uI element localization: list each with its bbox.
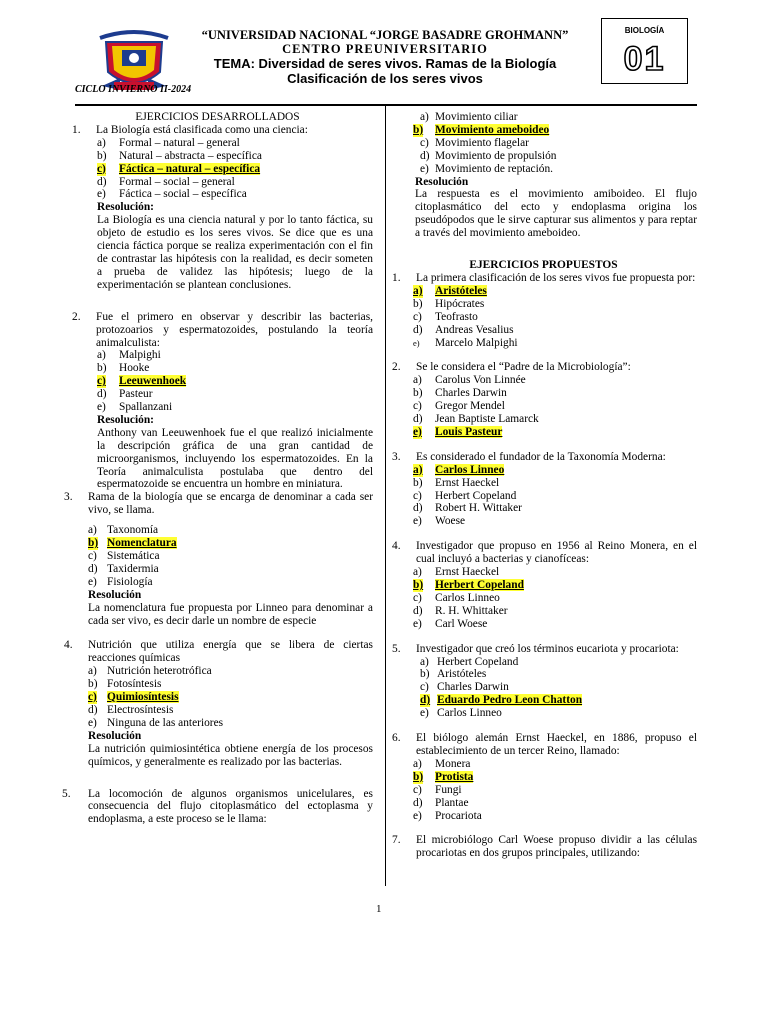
option-text: R. H. Whittaker — [435, 604, 508, 617]
option-b-correct — [390, 771, 697, 784]
option-letter: c) — [413, 591, 422, 604]
option-d — [390, 605, 697, 618]
option-text: Movimiento de propulsión — [435, 149, 557, 162]
option-c — [62, 550, 373, 563]
option-b — [390, 668, 697, 681]
option-text: Movimiento flagelar — [435, 136, 529, 149]
question-number: 7. — [392, 834, 401, 847]
option-a — [390, 758, 697, 771]
option-letter: d) — [420, 694, 431, 707]
question-number: 3. — [64, 491, 73, 504]
option-a — [62, 665, 373, 678]
question-text: La Biología está clasificada como una ciencia: — [96, 123, 308, 136]
option-text: Spallanzani — [119, 401, 173, 414]
option-text: Charles Darwin — [437, 681, 509, 694]
option-letter: e) — [413, 425, 422, 438]
option-text: Herbert Copeland — [435, 489, 517, 502]
option-letter: d) — [88, 562, 98, 575]
option-text: Aristóteles — [435, 284, 487, 297]
cycle-label: CICLO INVIERNO II-2024 — [75, 84, 192, 95]
option-letter: d) — [97, 388, 107, 401]
option-d — [62, 563, 373, 576]
option-letter: d) — [413, 323, 423, 336]
question-text: El biólogo alemán Ernst Haeckel, en 1886, propuso el establecimiento de un tercer Reino, llamado: — [416, 732, 697, 757]
option-text: Gregor Mendel — [435, 400, 505, 413]
option-a — [390, 374, 697, 387]
question-number: 6. — [392, 732, 401, 745]
option-c — [390, 784, 697, 797]
option-letter: b) — [413, 579, 424, 591]
option-letter: e) — [413, 515, 422, 528]
option-text: Sistemática — [107, 550, 160, 562]
option-e — [62, 576, 373, 589]
option-letter: d) — [413, 413, 423, 426]
question-text: La locomoción de algunos organismos unicelulares, es consecuencia del flujo citoplasmático del ectoplasma y endoplasma, a este proceso se le llama: — [88, 787, 373, 826]
option-letter: c) — [88, 550, 97, 562]
option-letter: b) — [413, 387, 423, 400]
option-text: Movimiento de reptación. — [435, 162, 553, 175]
centro-title: CENTRO PREUNIVERSITARIO — [282, 42, 488, 56]
question-number: 5. — [392, 642, 401, 655]
option-d — [62, 388, 373, 401]
option-text: Movimiento ameboideo — [435, 123, 550, 136]
option-letter: c) — [413, 310, 422, 323]
option-text: Hipócrates — [435, 297, 485, 310]
option-c — [390, 681, 697, 694]
option-text: Taxonomía — [107, 524, 159, 537]
option-b — [62, 678, 373, 691]
question-2 — [62, 311, 373, 350]
option-b-correct — [390, 124, 697, 137]
option-letter: b) — [88, 678, 98, 691]
option-text: Malpighi — [119, 349, 161, 362]
option-d — [62, 704, 373, 717]
option-e — [390, 163, 697, 176]
proposed-2 — [390, 361, 697, 374]
option-text: Leeuwenhoek — [119, 375, 187, 388]
option-text: Louis Pasteur — [435, 425, 503, 438]
option-text: Robert H. Wittaker — [435, 502, 522, 515]
option-text: Fáctica – natural – específica — [119, 162, 261, 175]
option-b — [62, 362, 373, 375]
option-b — [62, 150, 373, 163]
resolution-text: La nutrición quimiosintética obtiene energía de los procesos químicos, y generalmente es realizado por las bacterias. — [88, 742, 373, 768]
option-e — [390, 515, 697, 528]
question-number: 2. — [392, 361, 401, 374]
option-letter: a) — [413, 463, 423, 476]
question-text: La primera clasificación de los seres vivos fue propuesta por: — [416, 271, 696, 284]
option-b — [390, 477, 697, 490]
option-letter: d) — [420, 149, 430, 162]
option-letter: a) — [413, 757, 422, 770]
option-letter: a) — [420, 655, 429, 668]
option-letter: d) — [88, 703, 98, 716]
proposed-6 — [390, 732, 697, 758]
option-c — [390, 592, 697, 605]
option-text: Woese — [435, 515, 466, 528]
option-a — [390, 111, 697, 124]
option-a — [62, 524, 373, 537]
topic-title — [150, 56, 620, 86]
topic-line-2: Clasificación de los seres vivos — [287, 71, 483, 86]
option-e — [390, 337, 697, 350]
question-text: Investigador que propuso en 1956 al Reino Monera, en el cual incluyó a bacterias y cianofíceas: — [416, 540, 697, 566]
option-letter: a) — [97, 349, 106, 362]
proposed-5 — [390, 643, 697, 656]
option-letter: e) — [420, 707, 429, 720]
question-text: Fue el primero en observar y describir las bacterias, protozoarios y espermatozoides, postulando la teoría animalculista: — [96, 310, 373, 349]
option-text: Nutrición heterotrófica — [107, 665, 212, 678]
question-number: 3. — [392, 450, 401, 463]
option-letter: d) — [413, 604, 423, 617]
question-5 — [62, 788, 373, 827]
option-text: Taxidermia — [107, 562, 159, 575]
resolution-text: La nomenclatura fue propuesta por Linneo para denominar a cada ser vivo, es decir darle un nombre de especie — [88, 601, 373, 627]
option-letter: c) — [88, 691, 97, 704]
question-number: 4. — [392, 540, 401, 553]
option-letter: c) — [413, 489, 422, 502]
option-text: Jean Baptiste Lamarck — [435, 413, 539, 426]
option-text: Formal – social – general — [119, 175, 235, 188]
university-name: “UNIVERSIDAD NACIONAL “JORGE BASADRE GROHMANN” — [201, 28, 569, 42]
option-text: Carlos Linneo — [435, 591, 500, 604]
option-text: Hooke — [119, 362, 150, 375]
option-text: Carlos Linneo — [437, 707, 502, 720]
option-c-correct — [62, 375, 373, 388]
option-letter: e) — [88, 575, 97, 588]
option-text: Aristóteles — [437, 668, 487, 681]
option-text: Carl Woese — [435, 617, 488, 630]
option-e — [62, 717, 373, 730]
option-letter: b) — [413, 476, 423, 489]
option-letter: e) — [413, 809, 422, 822]
question-text: Nutrición que utiliza energía que se libera de ciertas reacciones químicas — [88, 639, 373, 665]
option-d — [390, 502, 697, 515]
option-letter: a) — [88, 524, 97, 537]
option-letter: e) — [97, 401, 106, 414]
option-letter: d) — [413, 796, 423, 809]
option-a — [62, 349, 373, 362]
resolution-text: La Biología es una ciencia natural y por lo tanto fáctica, su objeto de estudio es los seres vivos. Se dice que es una ciencia fáctica porque se realiza experimentación con el fin de contrastar las hipótesis con la realidad, es decir someten a prueba de validez las hipótesis; luego de la experimentación se plantean conclusiones. — [97, 214, 373, 291]
option-a — [390, 656, 697, 669]
option-d — [390, 150, 697, 163]
option-text: Herbert Copeland — [435, 579, 524, 591]
question-number: 4. — [64, 639, 73, 652]
option-letter: b) — [413, 123, 424, 136]
option-text: Natural – abstracta – específica — [119, 149, 262, 162]
option-text: Carlos Linneo — [435, 463, 505, 476]
question-text: El microbiólogo Carl Woese propuso dividir a las células procariotas en dos grupos principales, utilizando: — [416, 834, 697, 860]
section-title-propuestos: EJERCICIOS PROPUESTOS — [469, 259, 618, 272]
option-letter: c) — [97, 162, 106, 175]
header-divider — [75, 104, 697, 106]
option-letter: e) — [413, 337, 420, 348]
option-text: Carolus Von Linnée — [435, 374, 526, 387]
proposed-4 — [390, 540, 697, 566]
option-e — [62, 188, 373, 201]
proposed-7 — [390, 834, 697, 860]
option-letter: c) — [413, 783, 422, 796]
question-1 — [62, 124, 373, 137]
option-letter: c) — [97, 375, 106, 388]
option-letter: b) — [413, 297, 423, 310]
subject-label: BIOLOGÍA — [624, 26, 665, 35]
option-text: Fisiología — [107, 575, 153, 588]
option-a-correct — [390, 464, 697, 477]
option-text: Fotosíntesis — [107, 678, 162, 691]
option-text: Fáctica – social – específica — [119, 188, 247, 201]
resolution-label: Resolución — [415, 175, 469, 188]
option-text: Movimiento ciliar — [435, 111, 518, 123]
proposed-1 — [390, 272, 697, 285]
option-letter: e) — [413, 617, 422, 630]
option-text: Charles Darwin — [435, 387, 507, 400]
option-letter: a) — [88, 665, 97, 678]
option-c-correct — [62, 163, 373, 176]
option-letter: d) — [97, 175, 107, 188]
option-a — [390, 566, 697, 579]
option-e — [62, 401, 373, 414]
question-number: 2. — [72, 310, 81, 323]
option-text: Protista — [435, 770, 474, 783]
option-text: Herbert Copeland — [437, 655, 519, 668]
option-text: Plantae — [435, 796, 469, 809]
option-c — [390, 400, 697, 413]
option-e — [390, 707, 697, 720]
option-text: Pasteur — [119, 388, 153, 401]
option-text: Ernst Haeckel — [435, 476, 500, 489]
option-letter: a) — [420, 111, 429, 123]
option-text: Monera — [435, 757, 471, 770]
option-b — [390, 387, 697, 400]
page-number: 1 — [376, 903, 382, 915]
option-letter: c) — [413, 400, 422, 413]
question-number: 1. — [392, 271, 401, 284]
question-number: 1. — [72, 123, 81, 136]
option-letter: d) — [413, 502, 423, 515]
option-text: Nomenclatura — [107, 537, 177, 550]
option-e — [390, 810, 697, 823]
option-letter: b) — [413, 770, 424, 783]
option-letter: b) — [97, 149, 107, 162]
option-letter: a) — [413, 566, 422, 579]
option-letter: e) — [88, 716, 97, 729]
option-b-correct — [390, 579, 697, 592]
option-text: Fungi — [435, 783, 462, 796]
option-a — [62, 137, 373, 150]
right-column — [390, 111, 697, 860]
option-letter: e) — [97, 188, 106, 201]
option-text: Procariota — [435, 809, 482, 822]
question-4 — [62, 639, 373, 665]
option-d — [62, 176, 373, 189]
resolution-label: Resolución: — [97, 201, 154, 214]
option-b — [390, 298, 697, 311]
question-text: Se le considera el “Padre de la Microbiología”: — [416, 361, 631, 374]
option-d-correct — [390, 694, 697, 707]
question-3 — [62, 491, 373, 517]
option-text: Quimiosíntesis — [107, 691, 179, 704]
option-c-correct — [62, 691, 373, 704]
question-text: Es considerado el fundador de la Taxonomía Moderna: — [416, 450, 666, 463]
column-divider — [385, 106, 386, 886]
option-text: Andreas Vesalius — [435, 323, 514, 336]
topic-line-1: TEMA: Diversidad de seres vivos. Ramas de la Biología — [213, 56, 557, 71]
option-d — [390, 413, 697, 426]
section-title-desarrollados: EJERCICIOS DESARROLLADOS — [135, 111, 300, 123]
option-letter: c) — [420, 681, 429, 694]
option-letter: c) — [420, 136, 429, 149]
option-text: Electrosíntesis — [107, 703, 174, 716]
subject-box — [601, 18, 688, 84]
option-text: Teofrasto — [435, 310, 478, 323]
option-d — [390, 324, 697, 337]
option-letter: b) — [88, 537, 99, 550]
option-c — [390, 311, 697, 324]
option-text: Ernst Haeckel — [435, 566, 500, 579]
resolution-label: Resolución: — [97, 413, 154, 426]
option-letter: a) — [97, 136, 106, 149]
unit-number: 01 — [623, 40, 666, 78]
option-text: Eduardo Pedro Leon Chatton — [437, 694, 583, 707]
resolution-label: Resolución — [88, 729, 142, 742]
left-column — [62, 111, 373, 826]
option-text: Formal – natural – general — [119, 136, 240, 149]
question-number: 5. — [62, 787, 71, 800]
proposed-3 — [390, 451, 697, 464]
option-letter: b) — [420, 668, 430, 681]
option-text: Marcelo Malpighi — [435, 336, 518, 349]
option-letter: a) — [413, 374, 422, 387]
question-text: Rama de la biología que se encarga de denominar a cada ser vivo, se llama. — [88, 491, 373, 517]
option-letter: a) — [413, 284, 423, 297]
option-d — [390, 797, 697, 810]
resolution-label: Resolución — [88, 588, 142, 601]
question-text: Investigador que creó los términos eucariota y procariota: — [416, 642, 679, 655]
resolution-text: Anthony van Leeuwenhoek fue el que realizó inicialmente la descripción gráfica de una gran cantidad de microorganismos, incluyendo los espermatozoides. En la Teoría animalculista postulaba que dentro del espermatozoide se encuentra un hombre en miniatura. — [97, 426, 373, 491]
option-letter: e) — [420, 162, 429, 175]
option-c — [390, 137, 697, 150]
option-letter: b) — [97, 362, 107, 375]
option-e-correct — [390, 426, 697, 439]
page-header — [0, 0, 768, 112]
option-a-correct — [390, 285, 697, 298]
resolution-text: La respuesta es el movimiento amiboideo. El flujo citoplasmático del ecto y endoplasma origina los pseudópodos que le sirve capturar sus alimentos y para reptar a través del movimiento ameboideo. — [415, 188, 697, 240]
option-text: Ninguna de las anteriores — [107, 716, 224, 729]
option-c — [390, 490, 697, 503]
option-b-correct — [62, 537, 373, 550]
option-e — [390, 618, 697, 631]
